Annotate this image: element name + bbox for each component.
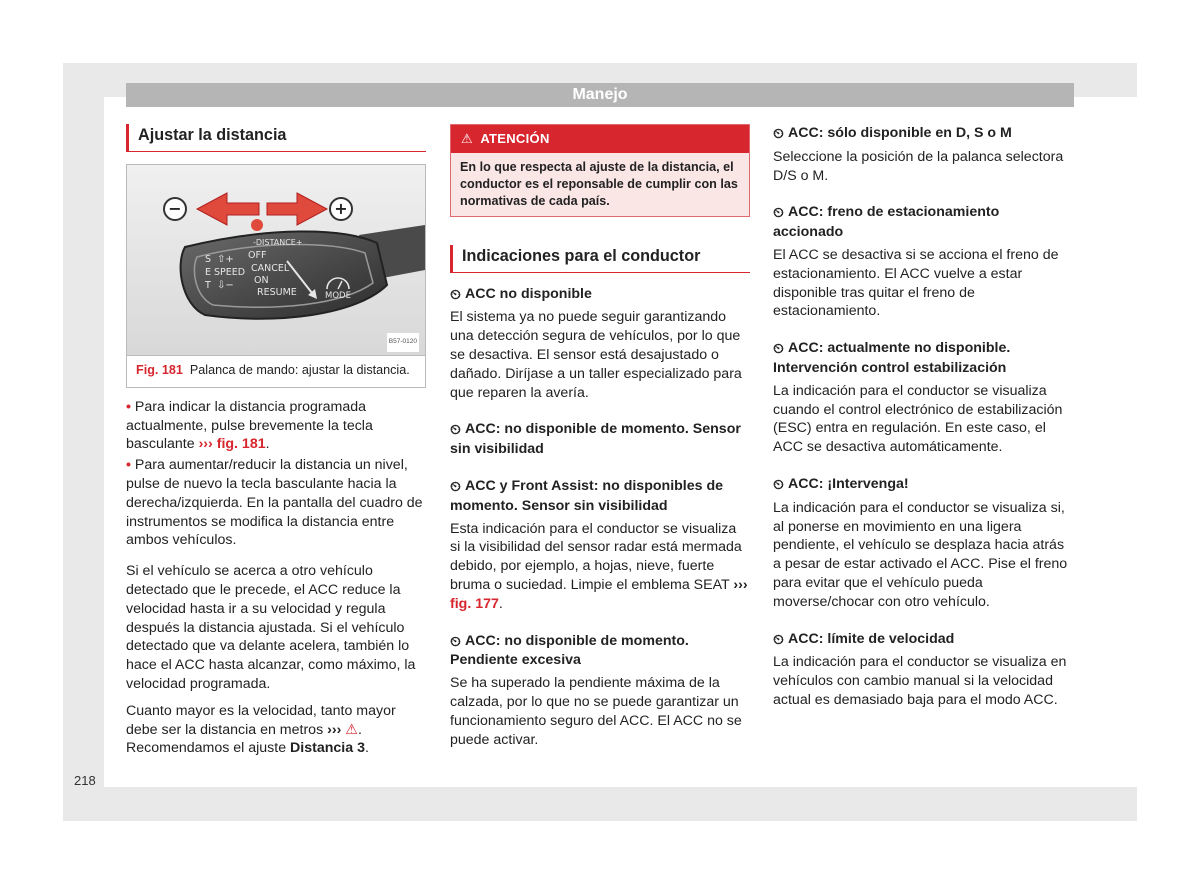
cancel-label: CANCEL [251,262,290,274]
message-head: ⏲ ACC: actualmente no disponible. Intervención control estabilización [773,340,1011,376]
speed-label: SPEED [214,266,246,278]
bullet-icon: • [126,398,131,415]
middle-column [450,124,750,757]
mode-label: MODE [325,290,351,301]
ref-arrows-icon: ››› [327,721,342,738]
paragraph-speed-distance: Cuanto mayor es la velocidad, tanto mayor debe ser la distancia en metros ››› ⚠. Recomendamos el ajuste Distancia 3. [126,702,396,757]
paragraph-acc-distance: Si el vehículo se acerca a otro vehículo detectado que le precede, el ACC reduce la velocidad hasta ir a su velocidad y regula después la distancia ajustada. Si el vehículo detectado que va delante acelera, también lo hace el ACC hasta alcanzar, como máximo, la velocidad programada. [126,563,416,692]
acc-icon: ⏲ [773,631,785,648]
acc-icon: ⏲ [450,286,462,303]
svg-text:⇩−: ⇩− [217,279,234,291]
message-head: ⏲ ACC: ¡Intervenga! [773,475,909,493]
acc-icon: ⏲ [450,633,462,650]
message-body: La indicación para el conductor se visualiza cuando el control electrónico de estabilización (ESC) entra en regulación. En este caso, el ACC se desactiva automáticamente. [773,382,1063,456]
message-head: ⏲ ACC: freno de estacionamiento accionado [773,204,1000,241]
message-body: Seleccione la posición de la palanca selectora D/S o M. [773,148,1064,184]
off-label: OFF [248,249,267,261]
message-body: La indicación para el conductor se visualiza en vehículos con cambio manual si la velocidad actual es demasiado baja para el modo ACC. [773,654,1067,708]
figure-lever [126,164,426,356]
figure-caption [126,356,426,388]
ref-arrows-icon: ››› [198,436,213,453]
bullet-2: • Para aumentar/reducir la distancia un nivel, pulse de nuevo la tecla basculante hacia la derecha/izquierda. En la pantalla del cuadro de instrumentos se modifica la distancia entre ambos vehículos. [126,457,423,549]
warning-triangle-icon: ⚠ [461,131,473,146]
message-body: Esta indicación para el conductor se visualiza si la visibilidad del sensor radar está mermada debido, por ejemplo, a hojas, nieve, fuerte bruma o suciedad. Limpie el emblema SEAT ››› fig. 177. [450,520,748,612]
page-number: 218 [74,773,96,788]
acc-icon: ⏲ [450,478,462,495]
message-head: ⏲ ACC: sólo disponible en D, S o M [773,125,1012,142]
e-label: E [205,266,212,278]
acc-icon: ⏲ [773,205,785,222]
ref-arrows-icon: ››› [733,576,748,593]
acc-icon: ⏲ [773,341,785,358]
acc-icon: ⏲ [450,422,462,439]
resume-label: RESUME [257,286,297,298]
distance-label: -DISTANCE+ [253,237,303,247]
svg-text:⇧+: ⇧+ [217,253,234,265]
warning-triangle-icon[interactable]: ⚠ [345,721,358,738]
minus-label: − [168,198,182,218]
bullet-icon: • [126,457,131,474]
acc-icon: ⏲ [773,476,785,493]
message-body: La indicación para el conductor se visualiza si, al ponerse en movimiento en una ligera pendiente, el vehículo se desplaza hacia atrás a pesar de estar activado el ACC. Pise el freno para evitar que el vehículo pueda moverse/chocar con otro vehículo. [773,499,1068,610]
bullet-1: • Para indicar la distancia programada actualmente, pulse brevemente la tecla basculante ››› fig. 181. [126,398,373,453]
caption-label: Fig. 181 [136,362,183,377]
message-head: ⏲ ACC: no disponible de momento. Sensor sin visibilidad [450,421,741,458]
s-label: S [205,253,212,265]
figure-code: B57-0120 [387,333,419,352]
message-head: ⏲ ACC: no disponible de momento. Pendiente excesiva [450,632,689,669]
on-label: ON [254,274,269,286]
message-head: ⏲ ACC: límite de velocidad [773,630,955,648]
warning-header: ⚠ ATENCIÓN [451,125,749,153]
caption-text: Palanca de mando: ajustar la distancia. [189,362,410,377]
section-title-distance: Ajustar la distancia [126,124,426,152]
left-column [126,124,426,766]
chapter-header: Manejo [126,83,1074,107]
warning-box [450,124,750,217]
message-head: ⏲ ACC y Front Assist: no disponibles de momento. Sensor sin visibilidad [450,477,724,514]
plus-label: + [334,198,348,218]
link-fig-181[interactable]: fig. 181 [216,436,266,453]
link-fig-177[interactable]: fig. 177 [450,595,499,612]
section-title-driver-messages: Indicaciones para el conductor [450,245,750,273]
warning-text: En lo que respecta al ajuste de la distancia, el conductor es el reponsable de cumplir con las normativas de cada país. [451,153,749,216]
message-body: El ACC se desactiva si se acciona el freno de estacionamiento. El ACC vuelve a estar disponible tras quitar el freno de estacionamiento. [773,246,1059,320]
t-label: T [205,279,211,291]
lever-illustration [127,165,425,355]
message-body: Se ha superado la pendiente máxima de la calzada, por lo que no se puede garantizar un funcionamiento seguro del ACC. El ACC no se puede activar. [450,675,742,748]
right-column [773,124,1073,718]
message-head: ⏲ ACC no disponible [450,285,592,303]
message-body: El sistema ya no puede seguir garantizando una detección segura de vehículos, por lo que se desactiva. El sensor está desajustado o dañado. Diríjase a un taller especializado para que reparen la avería. [450,309,742,401]
acc-icon: ⏲ [773,126,785,142]
